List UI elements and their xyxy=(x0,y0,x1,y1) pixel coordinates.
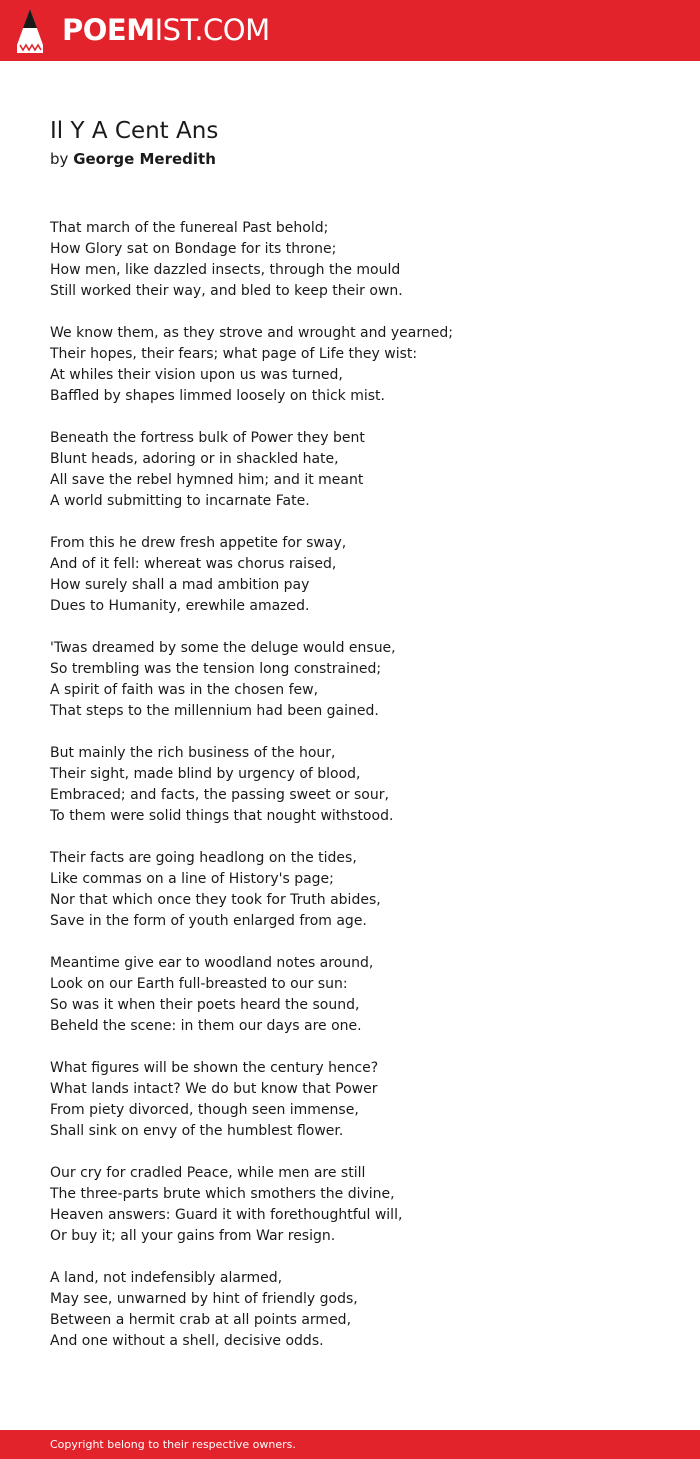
poem-line: 'Twas dreamed by some the deluge would ensue, xyxy=(50,640,396,656)
poem-line: How men, like dazzled insects, through the mould xyxy=(50,262,401,278)
pencil-tip-icon[interactable] xyxy=(17,9,43,53)
poem-line: That steps to the millennium had been gained. xyxy=(50,703,379,719)
poem-line: Baffled by shapes limmed loosely on thick mist. xyxy=(50,388,385,404)
copyright-text: Copyright belong to their respective owners. xyxy=(50,1438,296,1451)
poem-line: Save in the form of youth enlarged from age. xyxy=(50,913,367,929)
poem-line: So was it when their poets heard the sound, xyxy=(50,997,360,1013)
poem-line: And of it fell: whereat was chorus raised, xyxy=(50,556,337,572)
stanza xyxy=(50,533,670,617)
poem-line: From this he drew fresh appetite for sway, xyxy=(50,535,347,551)
poem-line: A spirit of faith was in the chosen few, xyxy=(50,682,319,698)
poem-line: Between a hermit crab at all points armed, xyxy=(50,1312,352,1328)
stanza xyxy=(50,218,670,302)
poem-line: Look on our Earth full-breasted to our sun: xyxy=(50,976,348,992)
author-name: George Meredith xyxy=(73,150,216,168)
by-label: by xyxy=(50,150,69,168)
stanza xyxy=(50,638,670,722)
poem-line: Their sight, made blind by urgency of blood, xyxy=(50,766,361,782)
poem-line: Heaven answers: Guard it with forethoughtful will, xyxy=(50,1207,403,1223)
poem-line: Their hopes, their fears; what page of Life they wist: xyxy=(50,346,418,362)
site-header xyxy=(0,0,700,61)
poem-line: And one without a shell, decisive odds. xyxy=(50,1333,324,1349)
site-footer xyxy=(0,1430,700,1459)
stanza xyxy=(50,953,670,1037)
stanza xyxy=(50,323,670,407)
poem-line: From piety divorced, though seen immense, xyxy=(50,1102,359,1118)
stanza xyxy=(50,1058,670,1142)
poem-line: Their facts are going headlong on the tides, xyxy=(50,850,357,866)
poem-line: Embraced; and facts, the passing sweet or sour, xyxy=(50,787,389,803)
poem-line: Still worked their way, and bled to keep their own. xyxy=(50,283,403,299)
stanza xyxy=(50,1268,670,1352)
poem-line: Beneath the fortress bulk of Power they bent xyxy=(50,430,365,446)
poem-line: Shall sink on envy of the humblest flower. xyxy=(50,1123,344,1139)
poem-line: A land, not indefensibly alarmed, xyxy=(50,1270,283,1286)
poem-line: Nor that which once they took for Truth abides, xyxy=(50,892,381,908)
poem-line: Beheld the scene: in them our days are one. xyxy=(50,1018,362,1034)
poem-line: All save the rebel hymned him; and it meant xyxy=(50,472,364,488)
poem-line: Dues to Humanity, erewhile amazed. xyxy=(50,598,310,614)
poem-line: We know them, as they strove and wrought and yearned; xyxy=(50,325,453,341)
poem-line: Like commas on a line of History's page; xyxy=(50,871,334,887)
poem-line: A world submitting to incarnate Fate. xyxy=(50,493,310,509)
logo-strong-text: POEM xyxy=(62,13,155,47)
stanza xyxy=(50,1163,670,1247)
byline xyxy=(50,148,216,170)
poem-line: Meantime give ear to woodland notes around, xyxy=(50,955,374,971)
poem-body xyxy=(50,218,670,1373)
poem-line: The three-parts brute which smothers the divine, xyxy=(50,1186,395,1202)
poem-line: At whiles their vision upon us was turned, xyxy=(50,367,343,383)
poem-line: That march of the funereal Past behold; xyxy=(50,220,329,236)
poem-line: May see, unwarned by hint of friendly gods, xyxy=(50,1291,358,1307)
poem-line: Our cry for cradled Peace, while men are still xyxy=(50,1165,366,1181)
stanza xyxy=(50,743,670,827)
site-logo[interactable] xyxy=(62,12,270,48)
poem-line: Or buy it; all your gains from War resign. xyxy=(50,1228,336,1244)
stanza xyxy=(50,428,670,512)
poem-line: But mainly the rich business of the hour, xyxy=(50,745,336,761)
poem-line: Blunt heads, adoring or in shackled hate, xyxy=(50,451,339,467)
logo-light-text: IST.COM xyxy=(154,13,270,47)
poem-title: Il Y A Cent Ans xyxy=(50,118,219,144)
poem-line: What lands intact? We do but know that Power xyxy=(50,1081,378,1097)
poem-line: How Glory sat on Bondage for its throne; xyxy=(50,241,337,257)
poem-line: How surely shall a mad ambition pay xyxy=(50,577,310,593)
poem-line: So trembling was the tension long constrained; xyxy=(50,661,382,677)
stanza xyxy=(50,848,670,932)
poem-line: What figures will be shown the century hence? xyxy=(50,1060,379,1076)
poem-line: To them were solid things that nought withstood. xyxy=(50,808,394,824)
